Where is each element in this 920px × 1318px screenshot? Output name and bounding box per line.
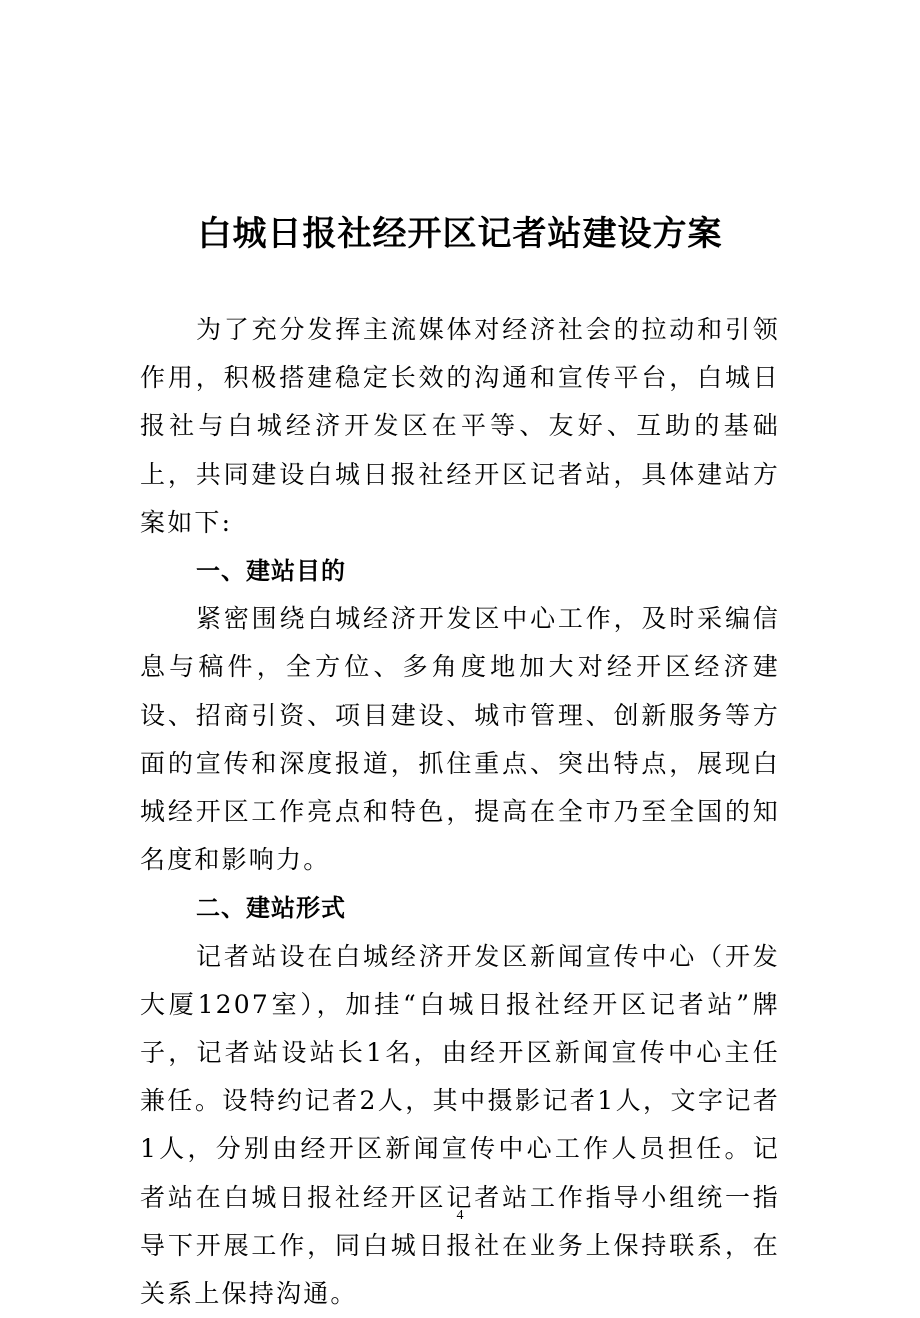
section-body-form: 记者站设在白城经济开发区新闻宣传中心（开发大厦1207室），加挂“白城日报社经开区记者站”牌子，记者站设站长1名，由经开区新闻宣传中心主任兼任。设特约记者2人，其中摄影记者1人，文字记者1人，分别由经开区新闻宣传中心工作人员担任。记者站在白城日报社经开区记者站工作指导小组统一指导下开展工作，同白城日报社在业务上保持联系，在关系上保持沟通。 — [140, 941, 780, 1309]
document-title: 白城日报社经开区记者站建设方案 — [197, 214, 723, 254]
section-heading-purpose: 一、建站目的 — [196, 557, 346, 586]
intro-paragraph: 为了充分发挥主流媒体对经济社会的拉动和引领作用，积极搭建稳定长效的沟通和宣传平台，白城日报社与白城经济开发区在平等、友好、互助的基础上，共同建设白城日报社经开区记者站，具体建站方案如下: — [140, 315, 780, 537]
document-body — [140, 306, 780, 1318]
section-heading-form: 二、建站形式 — [196, 894, 346, 923]
section-body-purpose: 紧密围绕白城经济开发区中心工作，及时采编信息与稿件，全方位、多角度地加大对经开区经济建设、招商引资、项目建设、城市管理、创新服务等方面的宣传和深度报道，抓住重点、突出特点，展现白城经开区工作亮点和特色，提高在全市乃至全国的知名度和影响力。 — [140, 604, 780, 875]
page-number: 4 — [456, 1208, 464, 1223]
